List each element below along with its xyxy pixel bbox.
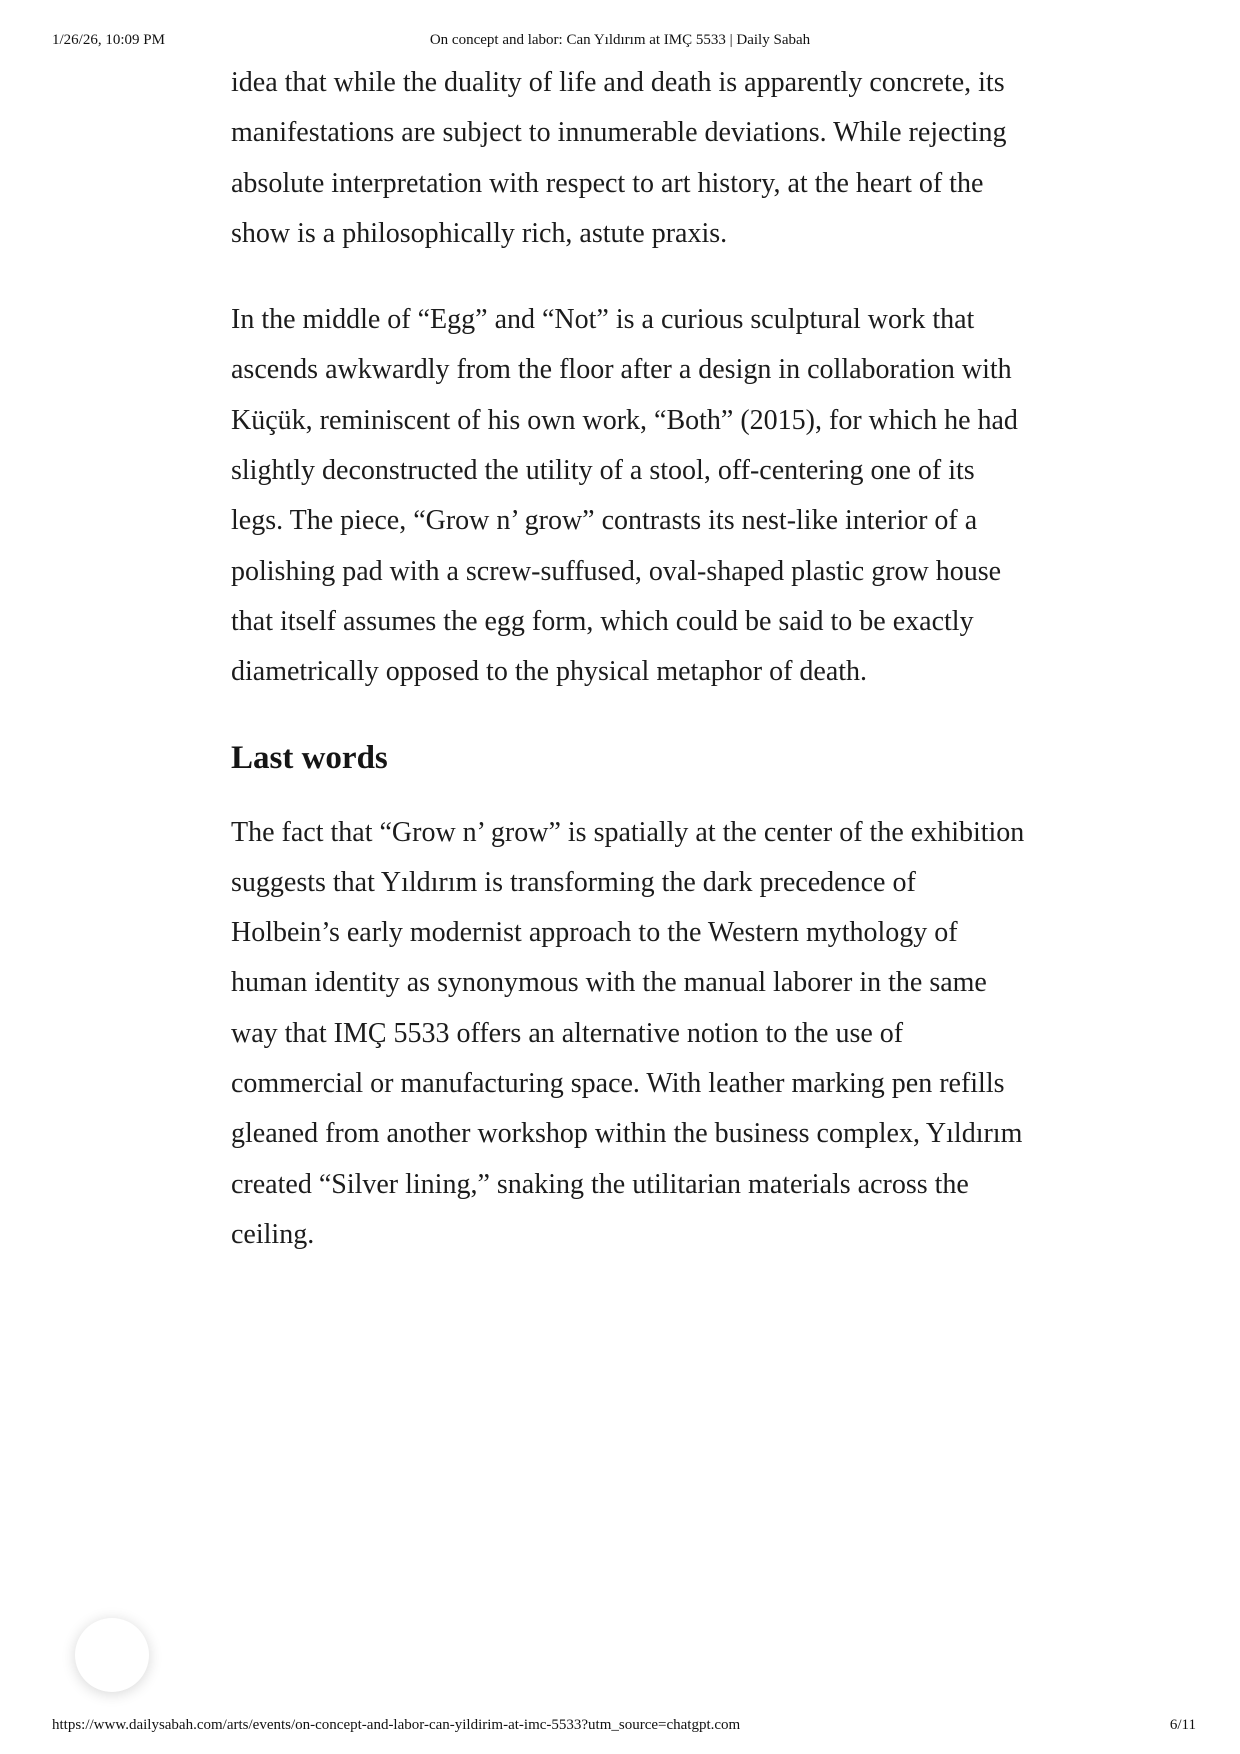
- section-heading: Last words: [231, 739, 388, 776]
- print-page-title: On concept and labor: Can Yıldırım at IMÇ 5533 | Daily Sabah: [429, 32, 811, 48]
- floating-action-button[interactable]: [75, 1618, 149, 1692]
- print-url: https://www.dailysabah.com/arts/events/on-concept-and-labor-can-yildirim-at-imc-5533?utm_source=chatgpt.com: [52, 1717, 741, 1733]
- print-datetime: 1/26/26, 10:09 PM: [52, 32, 165, 48]
- article-paragraph: In the middle of “Egg” and “Not” is a curious sculptural work that ascends awkwardly from the floor after a design in collaboration with Küçük, reminiscent of his own work, “Both” (2015), for which he had slightly deconstructed the utility of a stool, off-centering one of its legs. The piece, “Grow n’ grow” contrasts its nest-like interior of a polishing pad with a screw-suffused, oval-shaped plastic grow house that itself assumes the egg form, which could be said to be exactly diametrically opposed to the physical metaphor of death.: [231, 304, 1018, 688]
- article-paragraph: The fact that “Grow n’ grow” is spatially at the center of the exhibition suggests that Yıldırım is transforming the dark precedence of Holbein’s early modernist approach to the Western mythology of human identity as synonymous with the manual laborer in the same way that IMÇ 5533 offers an alternative notion to the use of commercial or manufacturing space. With leather marking pen refills gleaned from another workshop within the business complex, Yıldırım created “Silver lining,” snaking the utilitarian materials across the ceiling.: [231, 816, 1025, 1250]
- page-number: 6/11: [1169, 1717, 1196, 1733]
- article-paragraph: idea that while the duality of life and death is apparently concrete, its manifestations are subject to innumerable deviations. While rejecting absolute interpretation with respect to art history, at the heart of the show is a philosophically rich, astute praxis.: [231, 67, 1007, 249]
- article-body: [231, 58, 1031, 1296]
- print-footer: [0, 1717, 1240, 1737]
- print-header: [0, 32, 1240, 52]
